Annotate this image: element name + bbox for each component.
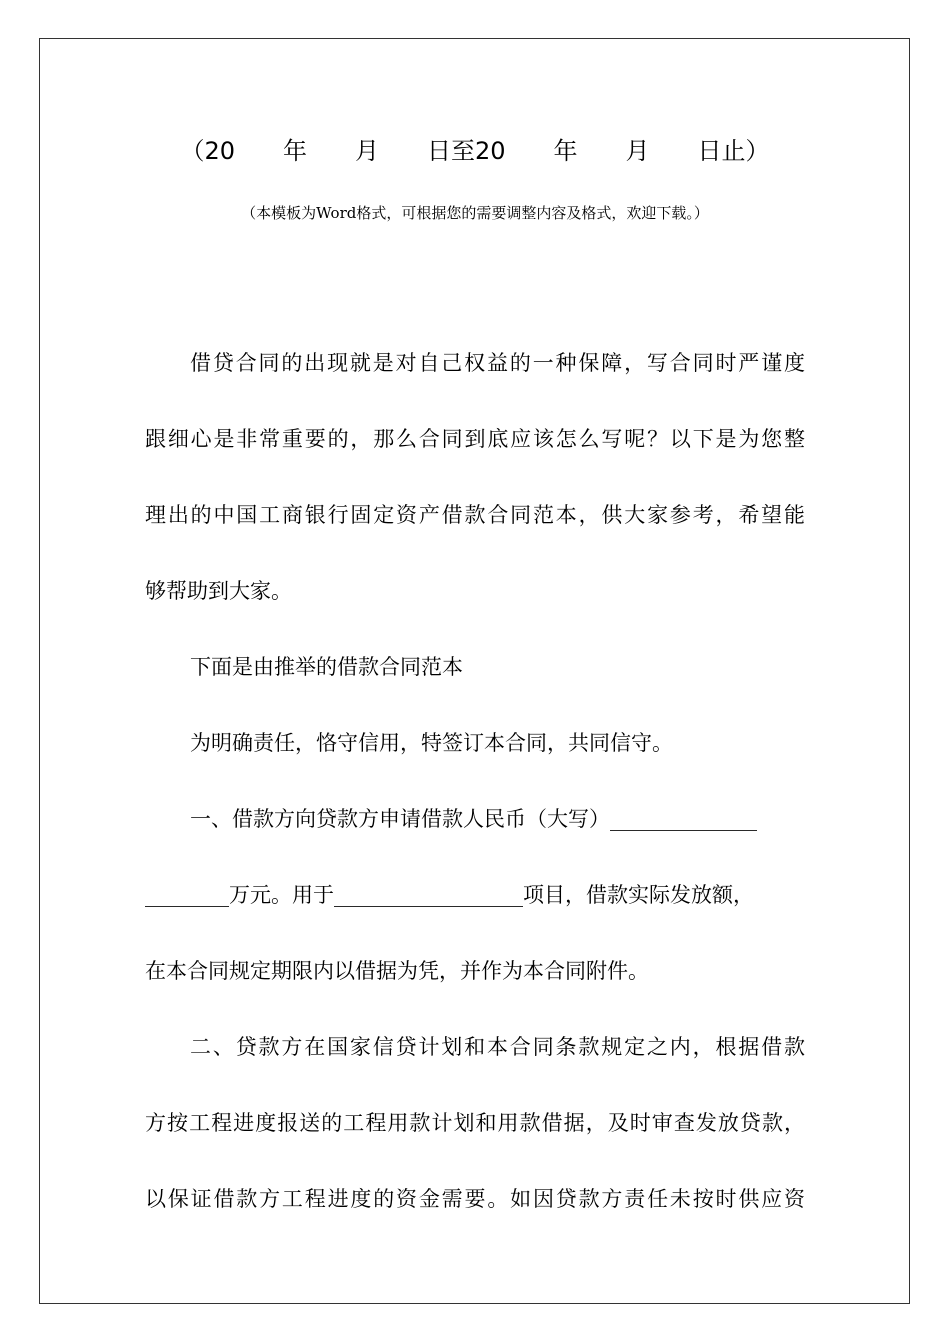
body-line: 跟细心是非常重要的，那么合同到底应该怎么写呢？以下是为您整 <box>145 427 805 451</box>
body-line: 借贷合同的出现就是对自己权益的一种保障，写合同时严谨度 <box>190 351 805 375</box>
body-line: 以保证借款方工程进度的资金需要。如因贷款方责任未按时供应资 <box>145 1187 805 1211</box>
body-line: 在本合同规定期限内以借据为凭，并作为本合同附件。 <box>145 959 649 983</box>
body-line: 下面是由推举的借款合同范本 <box>190 655 463 679</box>
body-line: 够帮助到大家。 <box>145 579 292 603</box>
template-note: （本模板为Word格式，可根据您的需要调整内容及格式，欢迎下载。） <box>241 204 709 222</box>
body-line: 为明确责任，恪守信用，特签订本合同，共同信守。 <box>190 731 673 755</box>
contract-body <box>145 340 805 1252</box>
body-line: 二、贷款方在国家信贷计划和本合同条款规定之内，根据借款 <box>190 1035 805 1059</box>
body-line: 方按工程进度报送的工程用款计划和用款借据，及时审查发放贷款， <box>145 1111 805 1135</box>
date-range-heading: （20 年 月 日至20 年 月 日止） <box>180 137 770 165</box>
body-line: 一、借款方向贷款方申请借款人民币（大写）______________ <box>190 807 757 831</box>
body-line: 理出的中国工商银行固定资产借款合同范本，供大家参考，希望能 <box>145 503 805 527</box>
body-line: ________万元。用于__________________项目，借款实际发放额， <box>145 883 754 907</box>
